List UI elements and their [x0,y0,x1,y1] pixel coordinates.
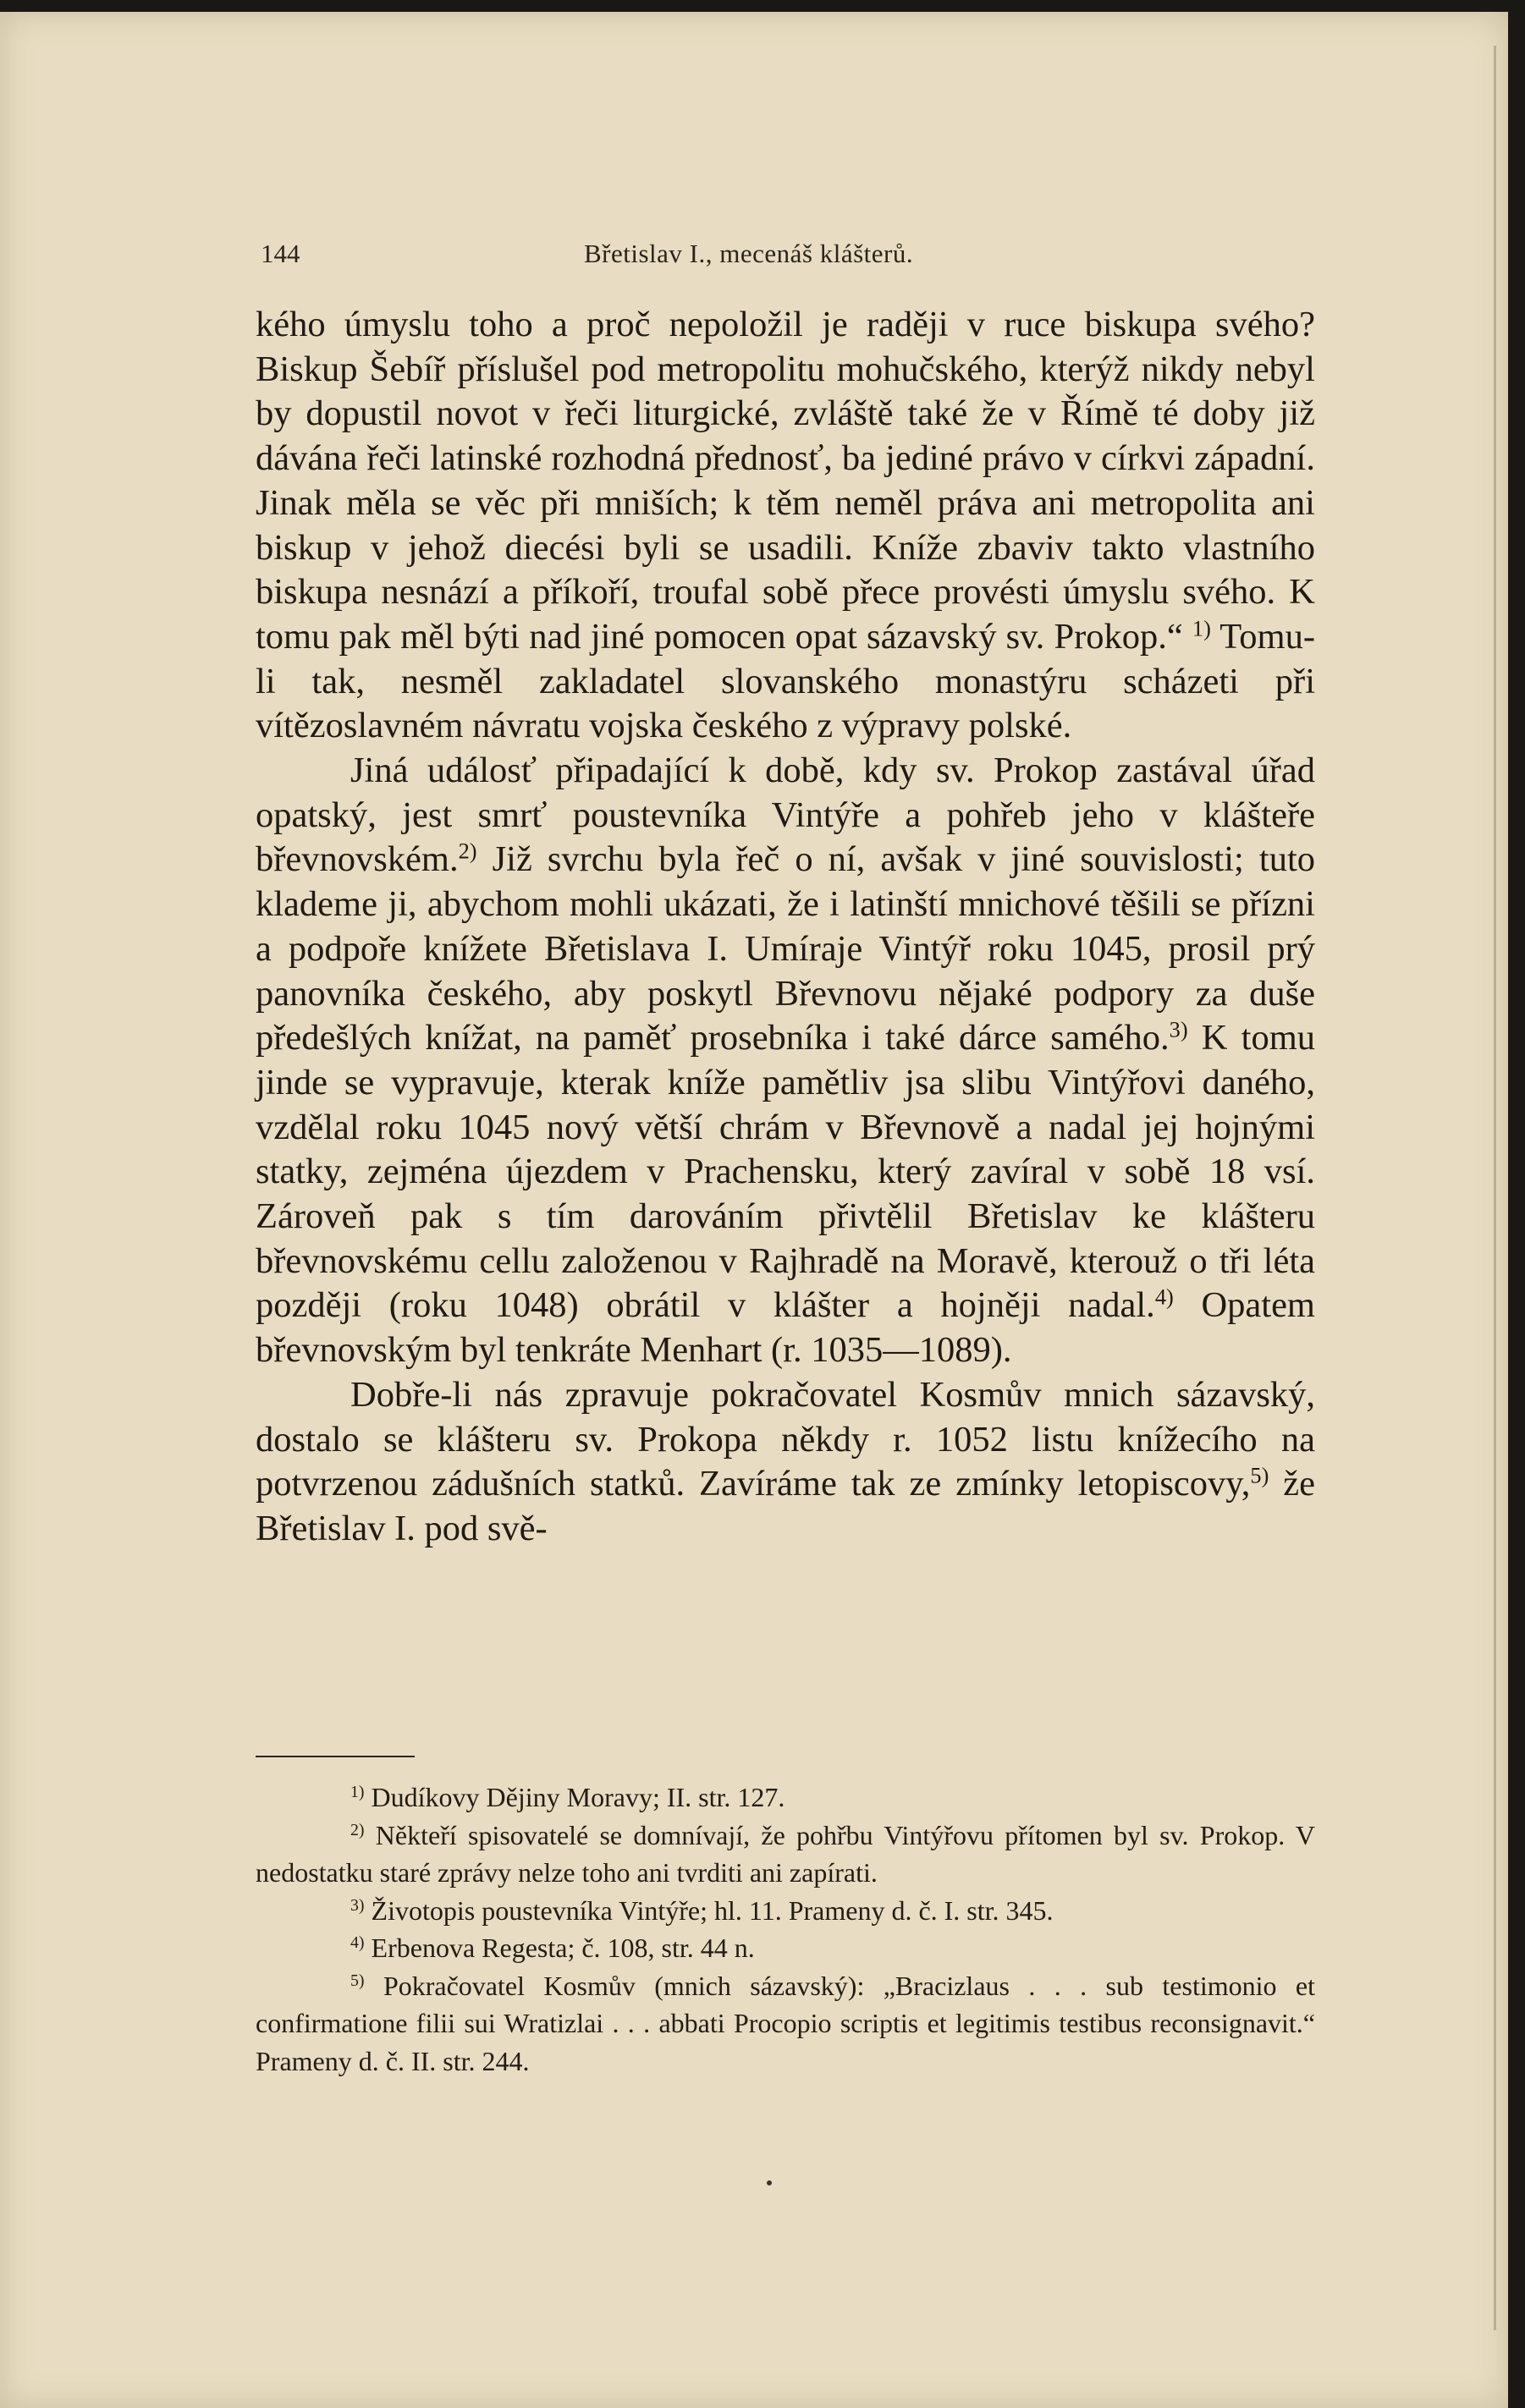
footnote-ref-4: 4) [1154,1284,1174,1310]
footnote-4-text: Erbenova Regesta; č. 108, str. 44 n. [371,1932,755,1963]
paragraph-2 [256,749,1315,1373]
ink-speck [767,2180,772,2185]
footnotes [256,1779,1315,2080]
footnote-divider [256,1756,415,1757]
paragraph-2-text-d: Opatem břevnovským byl tenkráte Menhart (r. 1035—1089). [256,1285,1315,1371]
paragraph-3-tail: že Břetislav I. pod svě- [256,1464,1316,1548]
footnote-4-mark: 4) [350,1933,365,1953]
footnote-2-mark: 2) [350,1820,365,1839]
paragraph-3 [256,1373,1315,1552]
footnote-1 [256,1779,1315,1817]
running-head: Břetislav I., mecenáš klášterů. [584,239,914,268]
book-page [0,12,1508,2408]
paragraph-2-text-c: K tomu jinde se vypravuje, kterak kníže pamětliv jsa slibu Vintýřovi daného, vzdělal roku 1045 nový větší chrám v Břevnově a nadal jej hojnými statky, zejména újezdem v Prachensku, který zavíral v sobě 18 vsí. Zároveň pak s tím darováním přivtělil Břetislav ke klášteru břevnovskému cellu založenou v Rajhradě na Moravě, kterouž o tři léta později (roku 1048) obrátil v klášter a hojněji nadal. [256,1018,1315,1326]
paragraph-2-text-a: Jiná událosť připadající k době, kdy sv. Prokop zastával úřad opatský, jest smrť poustevníka Vintýře a pohřeb jeho v klášteře břevnovském. [256,750,1315,880]
footnote-2-text: Někteří spisovatelé se domnívají, že pohřbu Vintýřovu přítomen byl sv. Prokop. V nedostatku staré zprávy nelze toho ani tvrditi ani zapírati. [256,1819,1316,1888]
footnote-5-mark: 5) [350,1971,365,1990]
footnote-5-text: Pokračovatel Kosmův (mnich sázavský): „Bracizlaus . . . sub testimonio et confirmatione filii sui Wratizlai . . . abbati Procopio scriptis et legitimis testibus reconsignavit.“ Prameny d. č. II. str. 244. [256,1970,1316,2076]
page-edge-line [1494,46,1496,2330]
page-number: 144 [261,239,300,268]
paragraph-1-text: kého úmyslu toho a proč nepoložil je raději v ruce biskupa svého? Biskup Šebíř příslušel pod metropolitu mohučského, kterýž nikdy nebyl by dopustil novot v řeči liturgické, zvláště také že v Římě té doby již dávána řeči latinské rozhodná přednosť, ba jediné právo v církvi západní. Jinak měla se věc při mniších; k těm neměl práva ani metropolita ani biskup v jehož diecési byli se usadili. Kníže zbaviv takto vlastního biskupa nesnází a příkoří, troufal sobě přece provésti úmyslu svého. K tomu pak měl býti nad jiné pomocen opat sázavský sv. Prokop.“ [256,305,1315,657]
page-header [254,239,1320,272]
footnote-ref-3: 3) [1169,1017,1188,1042]
footnote-1-mark: 1) [350,1783,365,1802]
footnote-5 [256,1967,1315,2081]
footnote-3 [256,1892,1315,1930]
footnote-ref-1: 1) [1192,616,1211,641]
main-text [256,303,1315,1552]
footnote-ref-2: 2) [458,838,477,864]
footnote-ref-5: 5) [1250,1463,1269,1488]
footnote-4 [256,1929,1315,1967]
footnote-1-text: Dudíkovy Dějiny Moravy; II. str. 127. [371,1782,785,1812]
footnote-3-text: Životopis poustevníka Vintýře; hl. 11. Prameny d. č. I. str. 345. [371,1894,1054,1926]
paragraph-3-text: Dobře-li nás zpravuje pokračovatel Kosmův mnich sázavský, dostalo se klášteru sv. Prokopa někdy r. 1052 listu knížecího na potvrzenou zádušních statků. Zavíráme tak ze zmínky letopiscovy, [256,1374,1315,1504]
paragraph-2-text-b: Již svrchu byla řeč o ní, avšak v jiné souvislosti; tuto klademe ji, abychom mohli ukázati, že i latinští mnichové těšili se přízni a podpoře knížete Břetislava I. Umíraje Vintýř roku 1045, prosil prý panovníka českého, aby poskytl Břevnovu nějaké podpory za duše předešlých knížat, na paměť prosebníka i také dárce samého. [256,839,1315,1058]
paragraph-1-tail: Tomu-li tak, nesměl zakladatel slovanského monastýru scházeti při vítězoslavném návratu vojska českého z výpravy polské. [256,616,1316,746]
footnote-3-mark: 3) [350,1895,365,1915]
paragraph-1 [256,303,1315,749]
footnote-2 [256,1817,1315,1892]
